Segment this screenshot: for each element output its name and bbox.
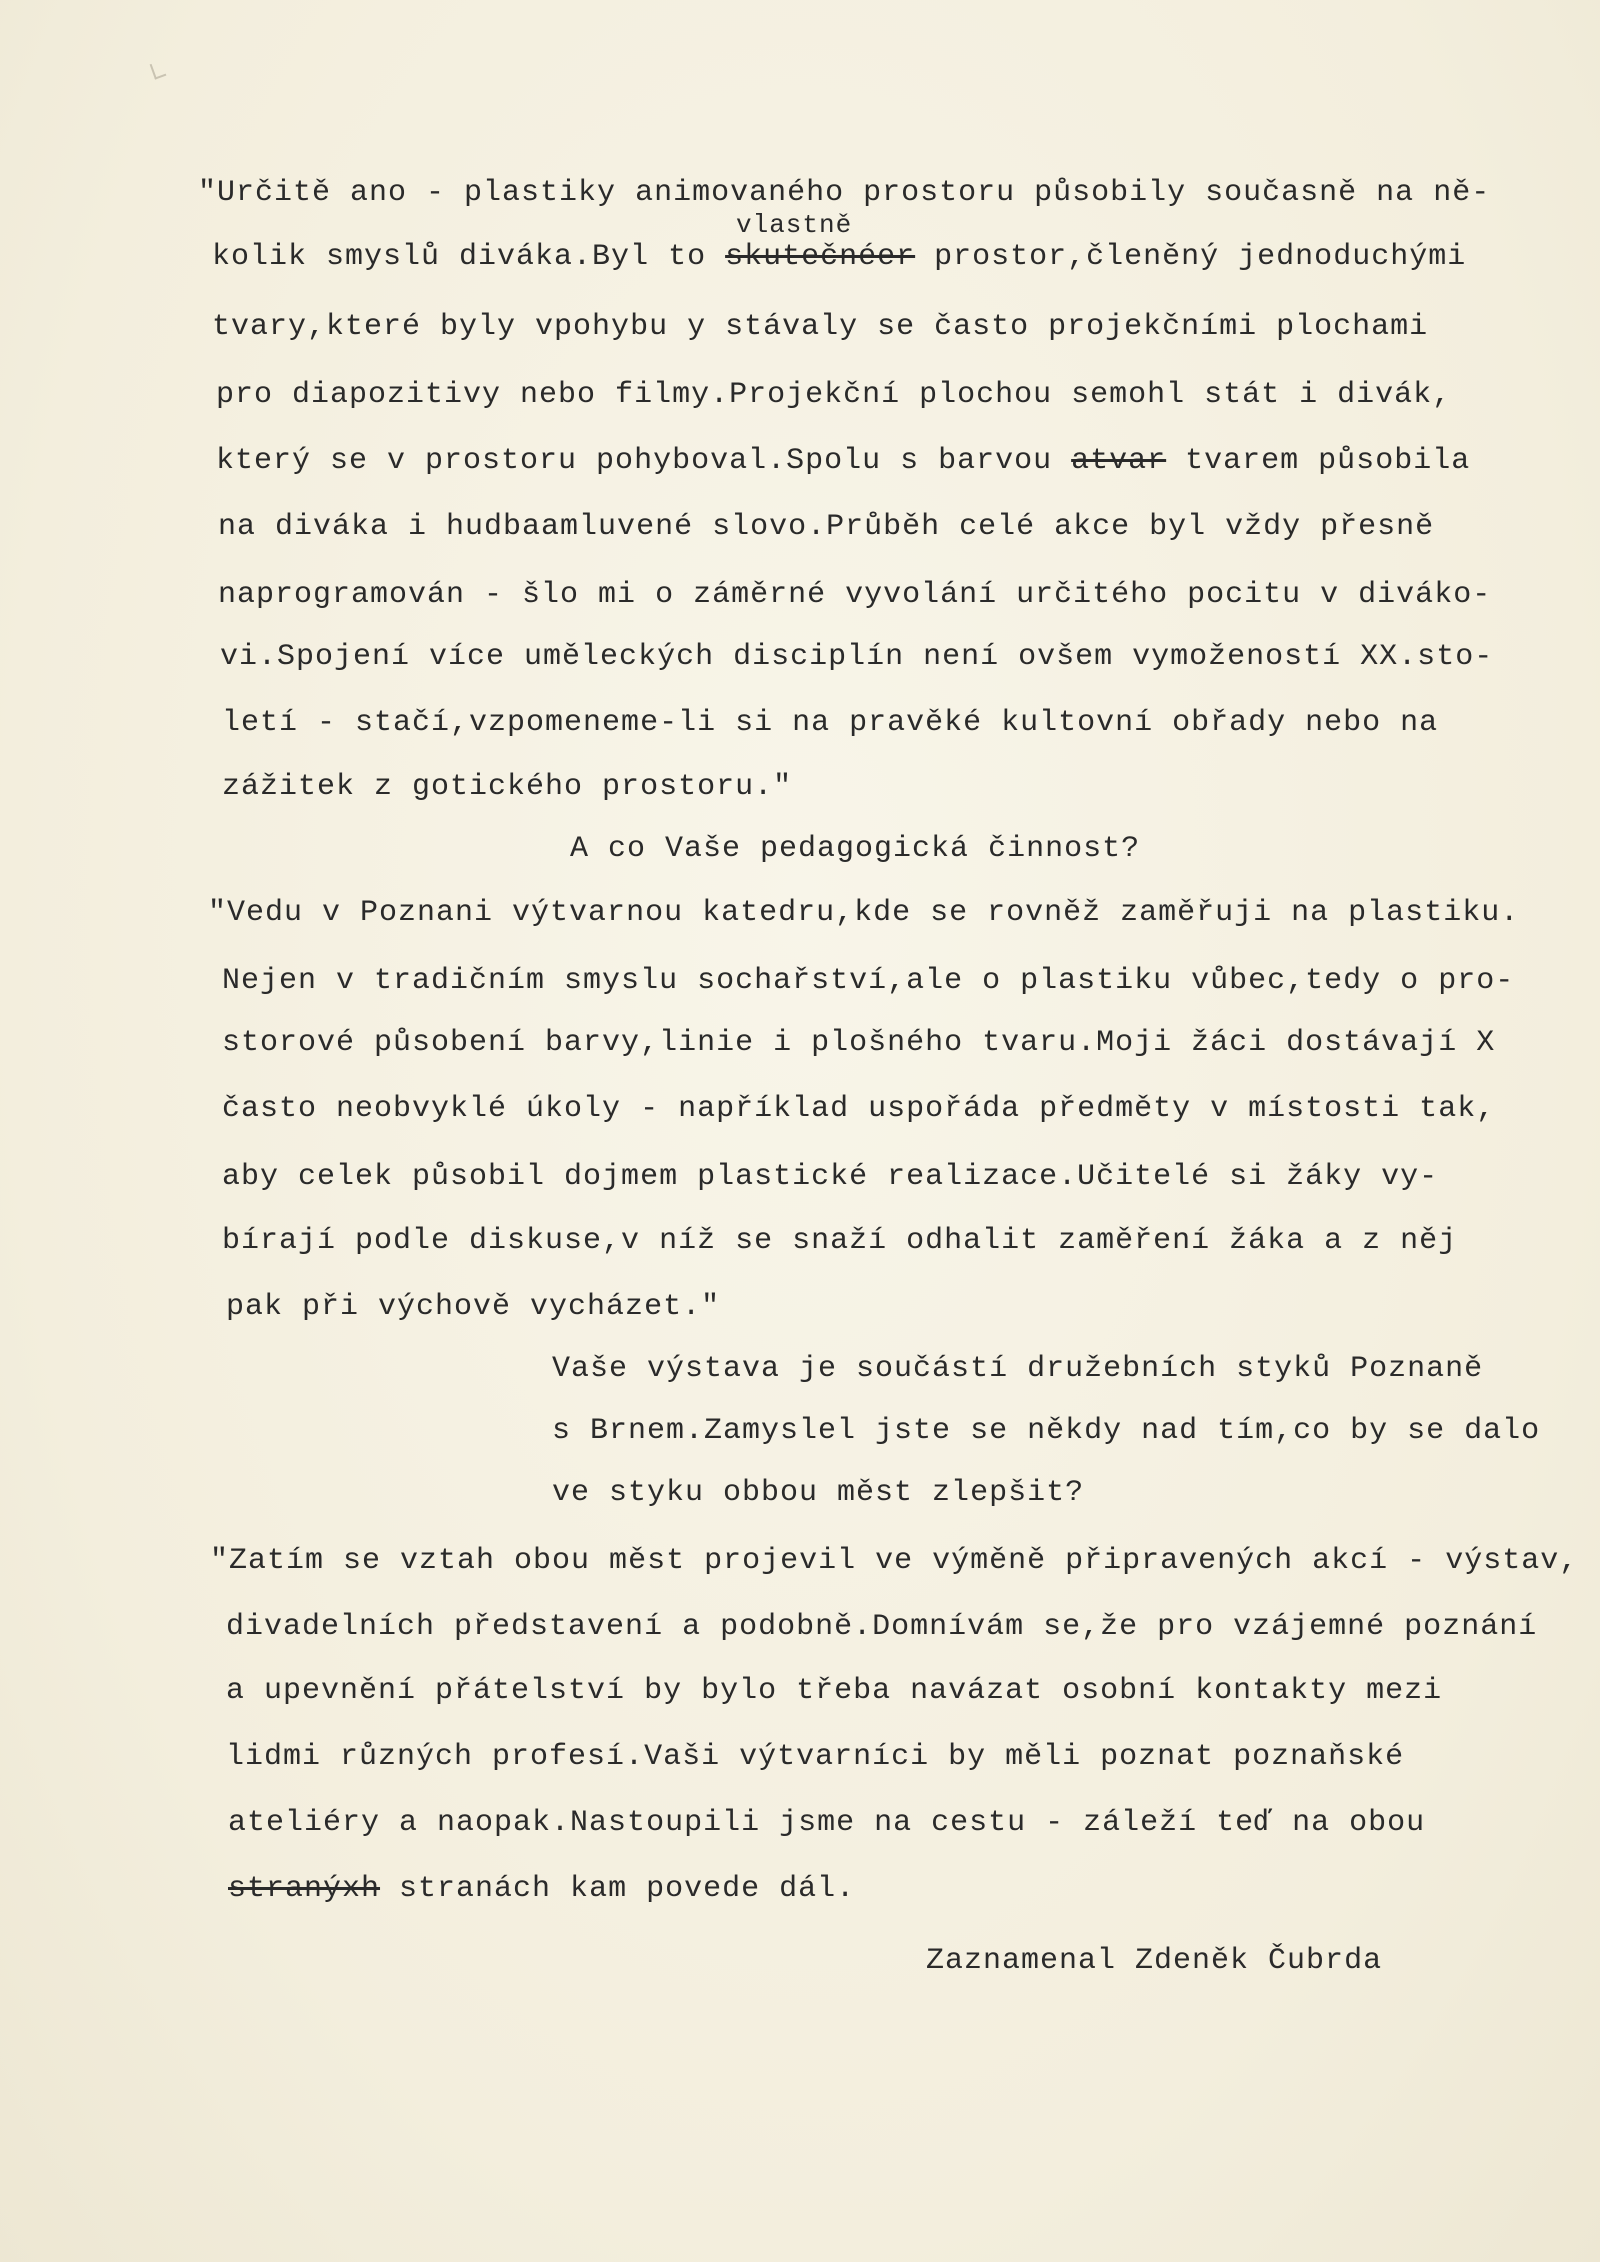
text-line: na diváka i hudbaamluvené slovo.Průběh celé akce byl vždy přesně bbox=[218, 510, 1435, 544]
struck-word: atvar bbox=[1071, 444, 1167, 478]
text-line: tvary,které byly vpohybu y stávaly se často projekčními plochami bbox=[212, 310, 1429, 344]
text-line: a upevnění přátelství by bylo třeba navázat osobní kontakty mezi bbox=[226, 1674, 1443, 1708]
text-line: kolik smyslů diváka.Byl to skutečnéer prostor,členěný jednoduchými bbox=[212, 240, 1467, 274]
text-line: naprogramován - šlo mi o záměrné vyvolání určitého pocitu v diváko- bbox=[218, 578, 1492, 612]
text-line: aby celek působil dojmem plastické realizace.Učitelé si žáky vy- bbox=[222, 1160, 1439, 1194]
text-line: ateliéry a naopak.Nastoupili jsme na cestu - záleží teď na obou bbox=[228, 1806, 1426, 1840]
signature-line: Zaznamenal Zdeněk Čubrda bbox=[926, 1944, 1383, 1978]
text-line: který se v prostoru pohyboval.Spolu s barvou atvar tvarem působila bbox=[216, 444, 1471, 478]
text-line: zážitek z gotického prostoru." bbox=[222, 770, 793, 804]
question-heading: A co Vaše pedagogická činnost? bbox=[570, 832, 1141, 866]
text-line: pro diapozitivy nebo filmy.Projekční plochou semohl stát i divák, bbox=[216, 378, 1452, 412]
text-line: letí - stačí,vzpomeneme-li si na pravěké kultovní obřady nebo na bbox=[222, 706, 1439, 740]
margin-tick-mark bbox=[150, 60, 167, 79]
text-line: bírají podle diskuse,v níž se snaží odhalit zaměření žáka a z něj bbox=[222, 1224, 1458, 1258]
question-line: Vaše výstava je součástí družebních styků Poznaně bbox=[552, 1352, 1484, 1386]
text-line: "Vedu v Poznani výtvarnou katedru,kde se rovněž zaměřuji na plastiku. bbox=[208, 896, 1520, 930]
text-line: často neobvyklé úkoly - například uspořáda předměty v místosti tak, bbox=[222, 1092, 1496, 1126]
text-line: "Zatím se vztah obou měst projevil ve výměně připravených akcí - výstav, bbox=[210, 1544, 1579, 1578]
handwritten-correction: vlastně bbox=[736, 210, 853, 240]
question-line: ve styku obbou měst zlepšit? bbox=[552, 1476, 1085, 1510]
struck-word: skutečnéer bbox=[725, 240, 916, 274]
question-line: s Brnem.Zamyslel jste se někdy nad tím,co by se dalo bbox=[552, 1414, 1541, 1448]
text-line: divadelních představení a podobně.Domnívám se,že pro vzájemné poznání bbox=[226, 1610, 1538, 1644]
text-line: Nejen v tradičním smyslu sochařství,ale o plastiku vůbec,tedy o pro- bbox=[222, 964, 1515, 998]
text-line: vi.Spojení více uměleckých disciplín není ovšem vymožeností XX.sto- bbox=[220, 640, 1494, 674]
text-line: storové působení barvy,linie i plošného tvaru.Moji žáci dostávají X bbox=[222, 1026, 1496, 1060]
struck-word: stranýxh bbox=[228, 1872, 381, 1906]
text-line: lidmi různých profesí.Vaši výtvarníci by měli poznat poznaňské bbox=[226, 1740, 1405, 1774]
text-line: stranýxh stranách kam povede dál. bbox=[228, 1872, 856, 1906]
text-line: pak při výchově vycházet." bbox=[226, 1290, 721, 1324]
text-line: "Určitě ano - plastiky animovaného prostoru působily současně na ně- bbox=[198, 176, 1491, 210]
